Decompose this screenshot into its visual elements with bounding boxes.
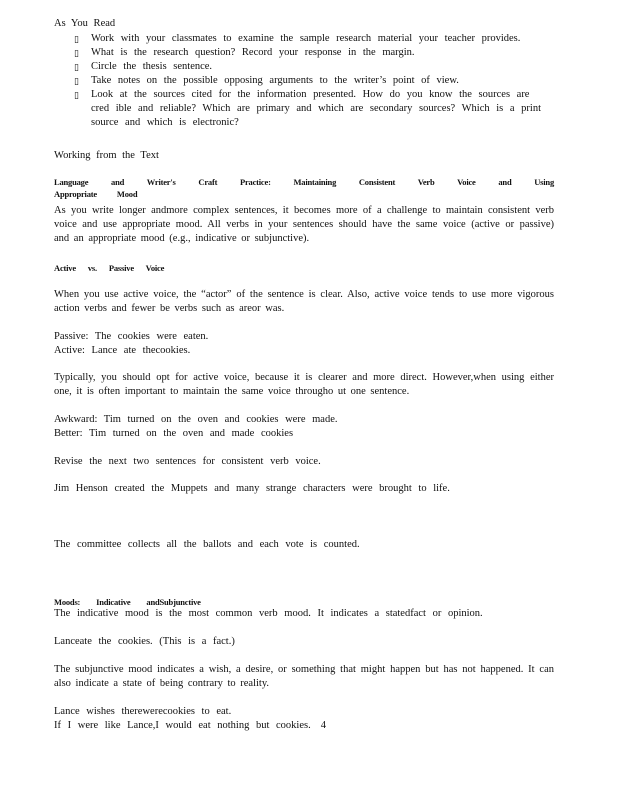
typically-paragraph: Typically, you should opt for active voice, because it is clearer and more direct. However,when using either one, it is often important to maintain the same voice througho ut one sentence. xyxy=(54,372,554,397)
indicative-example: Lanceate the cookies. (This is a fact.) xyxy=(54,636,235,647)
list-item-text: Take notes on the possible opposing arguments to the writer’s point of view. xyxy=(91,75,459,86)
moods-heading: Moods: Indicative andSubjunctive xyxy=(54,597,201,607)
as-you-read-list xyxy=(74,32,544,130)
revise-prompt: Revise the next two sentences for consistent verb voice. xyxy=(54,456,321,467)
list-item xyxy=(74,74,544,88)
revise-sentence-1: Jim Henson created the Muppets and many strange characters were brought to life. xyxy=(54,483,450,494)
passive-example: Passive: The cookies were eaten. xyxy=(54,331,209,342)
bullet-icon: ▯ xyxy=(74,62,79,72)
better-example: Better: Tim turned on the oven and made cookies xyxy=(54,428,294,439)
bullet-icon: ▯ xyxy=(74,34,79,44)
subjunctive-example-2-line xyxy=(54,719,554,733)
list-item-text: Look at the sources cited for the information presented. How do you know the sources are cred ible and reliable? Which are primary and which are secondary sources? Which is a print source and which is electronic? xyxy=(91,89,541,128)
active-example: Active: Lance ate thecookies. xyxy=(54,345,191,356)
list-item-text: What is the research question? Record your response in the margin. xyxy=(91,47,415,58)
list-item-text: Work with your classmates to examine the sample research material your teacher provides. xyxy=(91,33,521,44)
craft-heading: Language and Writer's Craft Practice: Maintaining Consistent Verb Voice and Using Appropriate Mood xyxy=(54,177,554,199)
bullet-icon: ▯ xyxy=(74,76,79,86)
list-item xyxy=(74,46,544,60)
bullet-icon: ▯ xyxy=(74,48,79,58)
list-item-text: Circle the thesis sentence. xyxy=(91,61,213,72)
bullet-icon: ▯ xyxy=(74,90,79,100)
as-you-read-title: As You Read xyxy=(54,18,116,29)
craft-paragraph: As you write longer andmore complex sentences, it becomes more of a challenge to maintain consistent verb voice and use appropriate mood. All verbs in your sentences should have the same voice (active or passive) and an appropriate mood (e.g., indicative or subjunctive). xyxy=(54,205,554,244)
revise-sentence-2: The committee collects all the ballots and each vote is counted. xyxy=(54,539,360,550)
list-item xyxy=(74,88,544,130)
subjunctive-example-1: Lance wishes therewerecookies to eat. xyxy=(54,706,232,717)
indicative-paragraph: The indicative mood is the most common verb mood. It indicates a statedfact or opinion. xyxy=(54,608,483,619)
list-item xyxy=(74,32,544,46)
active-passive-heading: Active vs. Passive Voice xyxy=(54,263,165,273)
subjunctive-example-2: If I were like Lance,I would eat nothing but cookies. xyxy=(54,720,311,731)
awkward-example: Awkward: Tim turned on the oven and cookies were made. xyxy=(54,414,338,425)
page-number: 4 xyxy=(320,720,326,731)
working-from-text-title: Working from the Text xyxy=(54,150,159,161)
subjunctive-paragraph: The subjunctive mood indicates a wish, a desire, or something that might happen but has not happened. It can also indicate a state of being contrary to reality. xyxy=(54,664,554,689)
active-voice-paragraph: When you use active voice, the “actor” of the sentence is clear. Also, active voice tends to use more vigorous action verbs and fewer be verbs such as areor was. xyxy=(54,289,554,314)
list-item xyxy=(74,60,544,74)
